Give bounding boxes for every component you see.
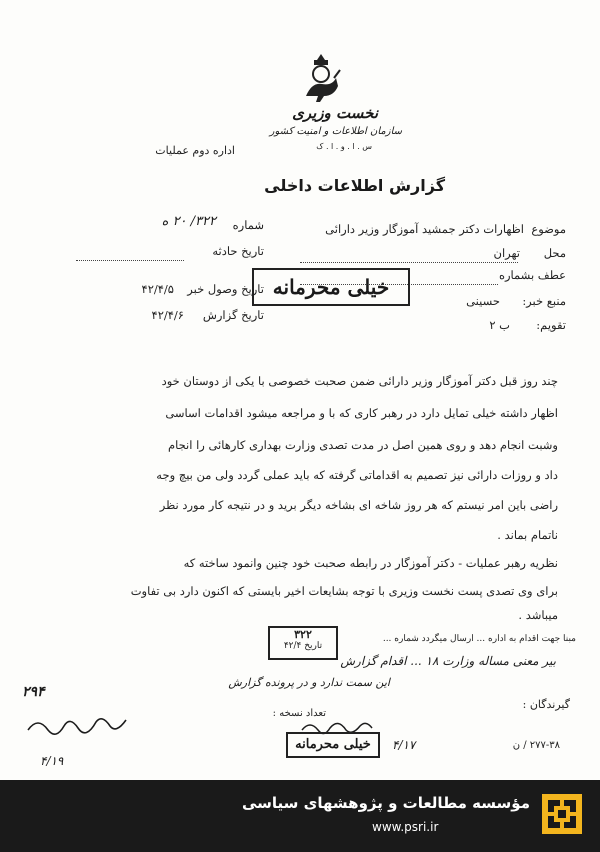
body-line-6: ناتمام بماند . xyxy=(497,528,558,542)
ref-label: عطف بشماره xyxy=(498,268,566,282)
body-line-4: داد و روزات دارائی نیز تصمیم به اقداماتی گرفته که باید عملی گردد ولی من بیچ وجه xyxy=(156,468,558,482)
comment-line-2: برای وی تصدی پست نخست وزیری با توجه بشایعات اخیر بایستی که اکنون دارد بی تفاوت xyxy=(130,584,558,598)
comment-line-1: نظریه رهبر عملیات - دکتر آموزگار در رابطه صحبت خود چنین وانمود ساخته که xyxy=(183,556,558,570)
subject-value: اظهارات دکتر جمشید آموزگار وزیر دارائی xyxy=(325,222,524,236)
body-line-1: چند روز قبل دکتر آموزگار وزیر دارائی ضمن صحبت خصوصی با یکی از دوستان خود xyxy=(161,374,558,388)
event-date-label: تاریخ حادثه xyxy=(212,244,264,258)
subject-label: موضوع xyxy=(531,222,566,236)
number-value: ۳۲۲/ ۲۰ ه xyxy=(161,214,216,229)
copies-label: تعداد نسخه : xyxy=(272,708,326,719)
department-label: اداره دوم عملیات xyxy=(155,144,235,157)
body-line-3: وشبت انجام دهد و روی همین اصل در مدت تصدی وزارت بهداری کارهائی را انجام xyxy=(167,438,558,452)
rating-label: تقویم: xyxy=(536,318,566,332)
receipt-date-value: ۴۲/۴/۵ xyxy=(141,282,174,296)
org-code: س . ا . و . ا . ک xyxy=(316,142,372,151)
number-label: شماره xyxy=(232,218,264,232)
rating-value: ب ۲ xyxy=(489,318,510,332)
handwritten-note-1: بیر معنی مساله وزارت ۱۸ ... اقدام گزارش xyxy=(340,654,556,668)
signature-date-1: ۴/۱۹ xyxy=(40,754,64,768)
body-line-2: اظهار داشته خیلی تمایل دارد در رهبر کاری که با و مراجعه میشود اقدامات اساسی xyxy=(165,406,558,420)
margin-number: ۲۹۴ xyxy=(22,684,45,700)
event-date-underline xyxy=(76,260,184,261)
action-line: مبنا جهت اقدام به اداره ... ارسال میگردد شماره ... xyxy=(382,634,576,644)
report-title: گزارش اطلاعات داخلی xyxy=(264,176,445,195)
org-title: نخست وزیری xyxy=(292,104,378,122)
footer-banner xyxy=(0,780,600,852)
institute-name: مؤسسه مطالعات و پژوهشهای سیاسی xyxy=(241,794,530,812)
bottom-stamp: خیلی محرمانه xyxy=(286,732,380,758)
lion-and-sun-emblem-icon xyxy=(298,52,344,104)
handwritten-note-2: این سمت ندارد و در پرونده گزارش xyxy=(228,676,390,689)
source-label: منبع خبر: xyxy=(522,294,566,308)
number-stamp-date: تاریخ ۴۲/۴ xyxy=(283,641,323,651)
org-subtitle: سازمان اطلاعات و امنیت کشور xyxy=(269,126,402,137)
comment-line-3: میباشد . xyxy=(518,608,558,622)
source-value: حسینی xyxy=(466,294,500,308)
signature-scribble-icon xyxy=(24,712,144,742)
report-date-label: تاریخ گزارش xyxy=(202,308,264,322)
institute-website[interactable]: www.psri.ir xyxy=(372,820,439,834)
receipt-date-label: تاریخ وصول خبر xyxy=(187,282,264,296)
number-stamp-value: ۳۲۲ xyxy=(294,628,312,641)
place-underline xyxy=(300,262,518,263)
body-line-5: راضی باین امر نیستم که هر روز شاخه ای بشاخه دیگر برید و در نتیجه کار مورد نظر xyxy=(159,498,558,512)
place-label: محل xyxy=(543,246,566,260)
place-value: تهران xyxy=(493,246,520,260)
institute-logo-icon xyxy=(542,794,582,834)
classification-stamp: خیلی محرمانه xyxy=(252,268,410,306)
signature-date-2: ۴/۱۷ xyxy=(392,738,416,752)
recipient-code: ۲۷۷-۳۸ / ن xyxy=(512,740,560,751)
recipients-label: گیرندگان : xyxy=(522,698,570,711)
report-date-value: ۴۲/۴/۶ xyxy=(151,308,184,322)
